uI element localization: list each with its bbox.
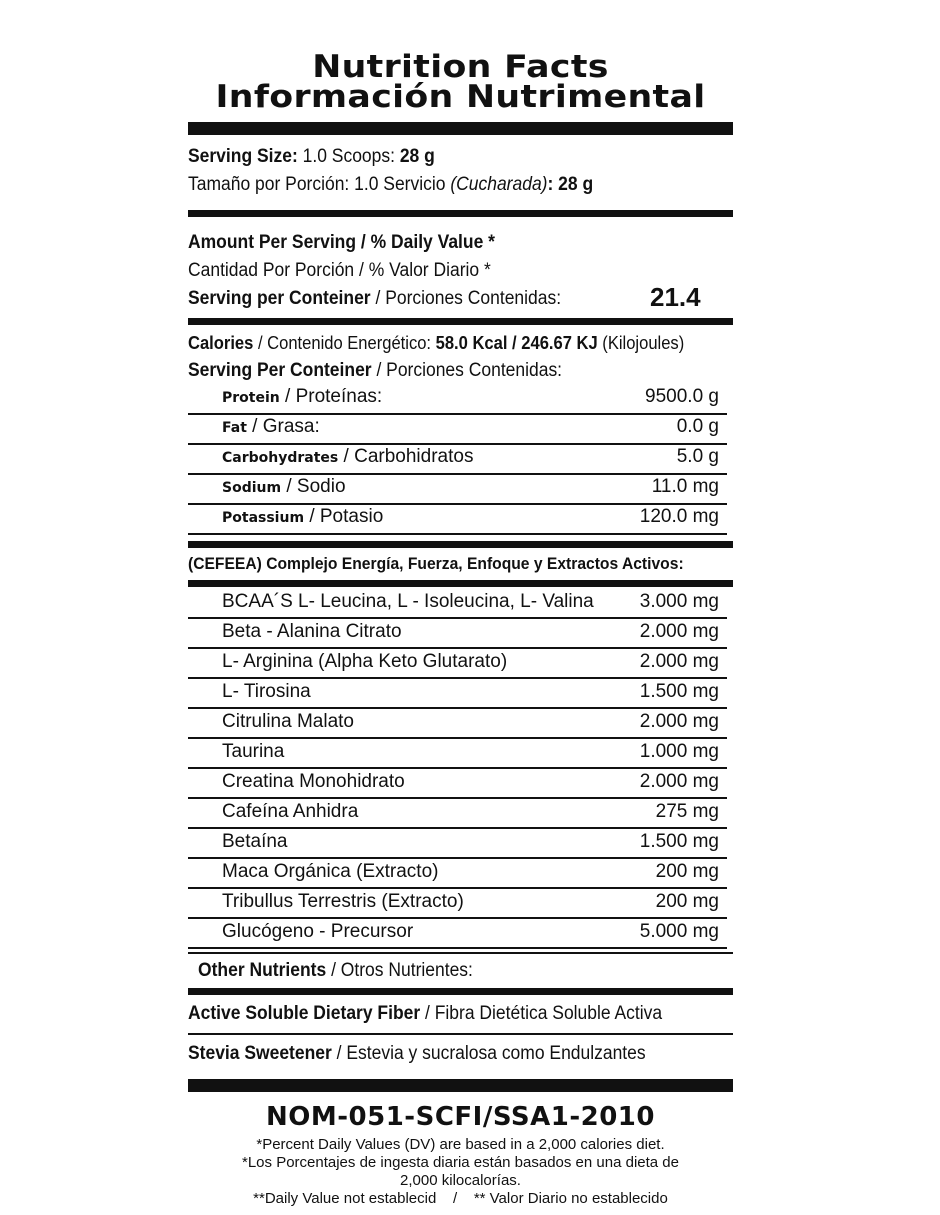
ingredient-name: Citrulina Malato: [222, 711, 354, 732]
ingredient-row: [188, 799, 727, 829]
ingredient-row: [188, 589, 727, 619]
ingredient-row: [188, 769, 727, 799]
divider-thick-bottom: [188, 1079, 733, 1092]
containers-value: 21.4: [650, 282, 701, 312]
ingredient-value: 1.500 mg: [639, 831, 719, 852]
serving-size-es: [188, 171, 733, 199]
serving-size-section: [188, 135, 733, 199]
serving-size-scoops: 1.0 Scoops:: [297, 146, 400, 167]
amount-title-en: Amount Per Serving / % Daily Value *: [188, 232, 495, 253]
divider-medium: [188, 210, 733, 217]
serving-size-grams-es: : 28 g: [547, 174, 594, 195]
calories-kj: 246.67 KJ: [521, 333, 598, 353]
footnote-dv-es-2: 2,000 kilocalorías.: [400, 1172, 521, 1189]
nutrition-label: [188, 49, 733, 1208]
ingredient-name: Taurina: [222, 741, 285, 762]
other-nutrients-row: Other Nutrients / Otros Nutrientes:: [198, 960, 473, 981]
servings-per-container-row: Serving Per Conteiner / Porciones Contenidas:: [188, 360, 563, 381]
calories-section: [188, 325, 733, 385]
title-english: Nutrition Facts: [312, 49, 609, 85]
ingredient-value: 2.000 mg: [639, 651, 719, 672]
ingredients-table: [188, 587, 733, 949]
ingredient-value: 1.000 mg: [639, 741, 719, 762]
ingredient-row: [188, 709, 727, 739]
calories-kcal: 58.0 Kcal: [435, 333, 508, 353]
ingredient-row: [188, 619, 727, 649]
ingredient-value: 200 mg: [655, 861, 719, 882]
ingredient-value: 275 mg: [655, 801, 719, 822]
serving-size-label: Serving Size:: [188, 146, 298, 167]
ingredient-row: [188, 649, 727, 679]
ingredient-row: [188, 829, 727, 859]
amount-title-es: Cantidad Por Porción / % Valor Diario *: [188, 260, 491, 281]
serving-size-spoon: (Cucharada): [450, 174, 548, 195]
nutrient-value: 5.0 g: [676, 446, 719, 467]
containers-label: Serving per Conteiner: [188, 288, 371, 309]
calories-row: Calories / Contenido Energético: 58.0 Kcal / 246.67 KJ (Kilojoules): [188, 333, 685, 353]
footnote-dv-en: *Percent Daily Values (DV) are based in a 2,000 calories diet.: [256, 1136, 665, 1153]
divider-medium-4: [188, 580, 733, 587]
serving-size-grams: 28 g: [399, 146, 435, 167]
ingredient-name: Maca Orgánica (Extracto): [222, 861, 439, 882]
containers-label-es: / Porciones Contenidas:: [370, 288, 562, 309]
nutrient-row: [188, 505, 727, 535]
footnote-not-established: **Daily Value not establecid / ** Valor Diario no establecido: [253, 1190, 668, 1207]
ingredient-name: Cafeína Anhidra: [222, 801, 359, 822]
divider-medium-2: [188, 318, 733, 325]
ingredient-name: Betaína: [222, 831, 288, 852]
nutrient-name: Protein / Proteínas:: [222, 386, 383, 407]
ingredient-row: [188, 859, 727, 889]
nutrient-value: 11.0 mg: [651, 476, 719, 497]
serving-size-en: [188, 143, 733, 171]
nutrient-row: [188, 445, 727, 475]
ingredient-name: L- Tirosina: [222, 681, 311, 702]
divider-medium-5: [188, 988, 733, 995]
containers-row: [188, 282, 733, 313]
ingredient-row: [188, 739, 727, 769]
nutrient-name: Sodium / Sodio: [222, 476, 346, 497]
nutrient-value: 120.0 mg: [639, 506, 719, 527]
ingredient-name: BCAA´S L- Leucina, L - Isoleucina, L- Valina: [222, 591, 594, 612]
ingredient-value: 1.500 mg: [639, 681, 719, 702]
ingredient-name: Tribullus Terrestris (Extracto): [222, 891, 464, 912]
amount-section: [188, 217, 733, 313]
ingredient-name: Glucógeno - Precursor: [222, 921, 414, 942]
ingredient-name: Creatina Monohidrato: [222, 771, 405, 792]
nutrient-row: [188, 415, 727, 445]
ingredient-value: 3.000 mg: [639, 591, 719, 612]
nutrients-table: [188, 385, 733, 535]
ingredient-value: 2.000 mg: [639, 771, 719, 792]
calories-label: Calories: [188, 333, 254, 353]
nutrient-row: [188, 385, 727, 415]
divider-thick: [188, 122, 733, 135]
ingredient-row: [188, 889, 727, 919]
ingredient-name: Beta - Alanina Citrato: [222, 621, 402, 642]
divider-medium-3: [188, 541, 733, 548]
stevia-row: Stevia Sweetener / Estevia y sucralosa como Endulzantes: [188, 1043, 646, 1064]
serving-size-label-es: Tamaño por Porción: 1.0 Servicio: [188, 174, 451, 195]
ingredient-value: 5.000 mg: [639, 921, 719, 942]
ingredient-value: 200 mg: [655, 891, 719, 912]
ingredient-value: 2.000 mg: [639, 621, 719, 642]
nutrient-name: Fat / Grasa:: [222, 416, 320, 437]
ingredient-value: 2.000 mg: [639, 711, 719, 732]
nom-standard: NOM-051-SCFI/SSA1-2010: [266, 1102, 655, 1132]
ingredient-row: [188, 919, 727, 949]
title-spanish: Información Nutrimental: [215, 79, 706, 115]
complex-title: (CEFEEA) Complejo Energía, Fuerza, Enfoque y Extractos Activos:: [188, 554, 684, 573]
ingredient-row: [188, 679, 727, 709]
ingredient-name: L- Arginina (Alpha Keto Glutarato): [222, 651, 508, 672]
nutrient-name: Carbohydrates / Carbohidratos: [222, 446, 474, 467]
footnote-dv-es: *Los Porcentajes de ingesta diaria están basados en una dieta de: [242, 1154, 679, 1171]
nutrient-value: 9500.0 g: [645, 386, 719, 407]
nutrient-row: [188, 475, 727, 505]
nutrient-value: 0.0 g: [676, 416, 719, 437]
fiber-row: Active Soluble Dietary Fiber / Fibra Dietética Soluble Activa: [188, 995, 733, 1035]
nutrient-name: Potassium / Potasio: [222, 506, 384, 527]
